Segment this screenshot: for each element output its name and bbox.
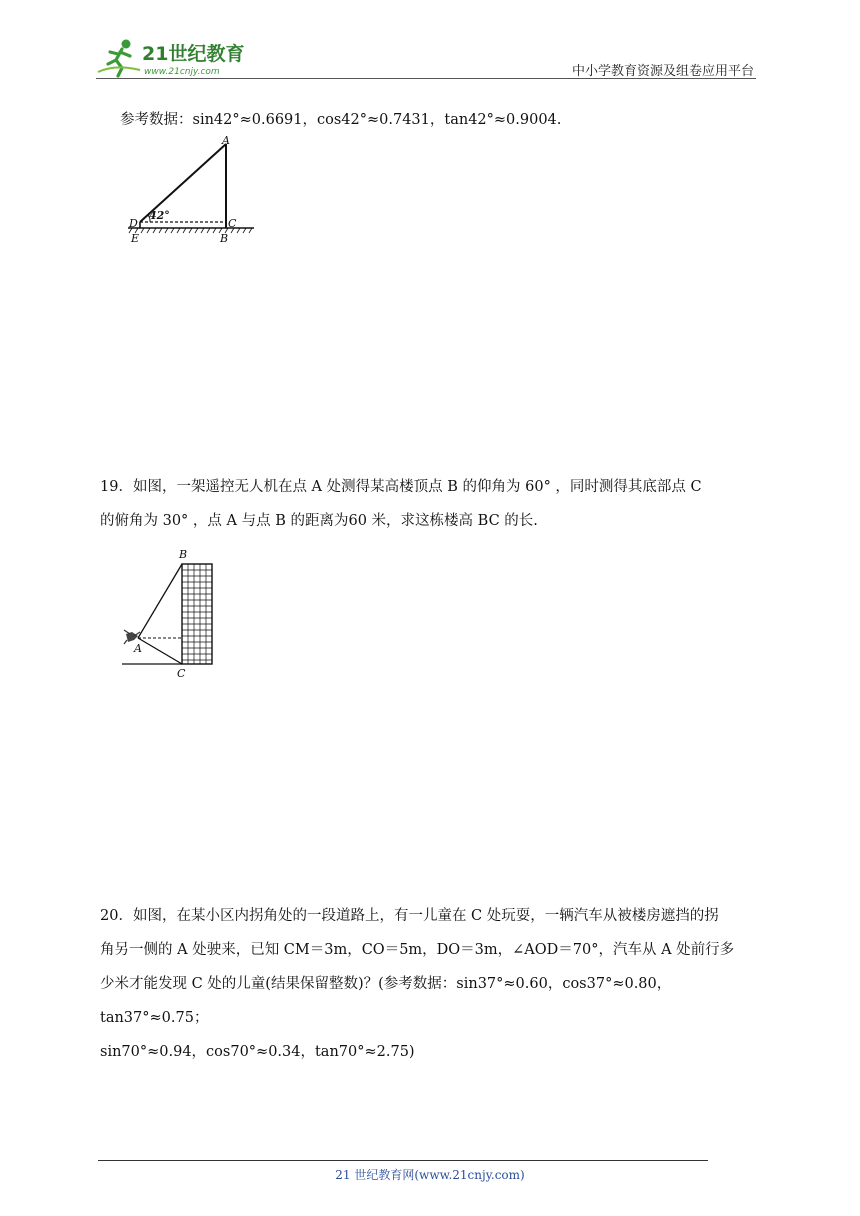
runner-icon: [98, 40, 140, 77]
header-platform-text: 中小学教育资源及组卷应用平台: [571, 64, 754, 79]
q20-line-3: 少米才能发现 C 处的儿童(结果保留整数)？(参考数据：sin37°≈0.60，cos37°≈0.80，tan37°≈0.75；: [100, 976, 672, 1026]
fig2-line-AB: [138, 564, 182, 638]
figure-drone-building: [118, 546, 228, 682]
figure-right-triangle: [122, 134, 262, 252]
q19-line-1: 19．如图，一架遥控无人机在点 A 处测得某高楼顶点 B 的仰角为 60° ，同时测得其底部点 C: [100, 479, 702, 495]
fig1-label-B: B: [220, 232, 229, 245]
q19-line-2: 的俯角为 30° ，点 A 与点 B 的距离为60 米，求这栋楼高 BC 的长.: [100, 513, 538, 529]
question-20: [100, 899, 760, 1069]
site-logo: [96, 34, 256, 78]
footer-text: 21 世纪教育网(www.21cnjy.com): [335, 1168, 525, 1182]
fig2-line-AC: [138, 638, 182, 664]
q20-line-1: 20．如图，在某小区内拐角处的一段道路上，有一儿童在 C 处玩耍，一辆汽车从被楼房遮挡的拐: [100, 908, 719, 924]
fig1-label-A: A: [222, 134, 230, 147]
fig2-building: [182, 564, 212, 664]
fig2-label-A: A: [134, 642, 142, 655]
fig1-label-angle: 42°: [149, 209, 170, 222]
fig1-label-D: D: [129, 217, 138, 230]
header-divider: [96, 78, 756, 79]
q20-line-2: 角另一侧的 A 处驶来，已知 CM＝3m，CO＝5m，DO＝3m，∠AOD＝70°，汽车从 A 处前行多: [100, 942, 735, 958]
logo-url-text: www.21cnjy.com: [144, 67, 220, 77]
fig1-label-E: E: [131, 232, 140, 245]
q20-line-4: sin70°≈0.94，cos70°≈0.34，tan70°≈2.75): [100, 1044, 415, 1060]
fig1-label-C: C: [228, 217, 237, 230]
reference-data: 参考数据：sin42°≈0.6691，cos42°≈0.7431，tan42°≈0.9004.: [120, 112, 562, 128]
fig2-label-B: B: [179, 548, 188, 561]
logo-main-text: 21世纪教育: [142, 43, 245, 65]
fig2-label-C: C: [177, 667, 186, 680]
footer-divider: [98, 1160, 708, 1161]
question-19: [100, 470, 760, 538]
